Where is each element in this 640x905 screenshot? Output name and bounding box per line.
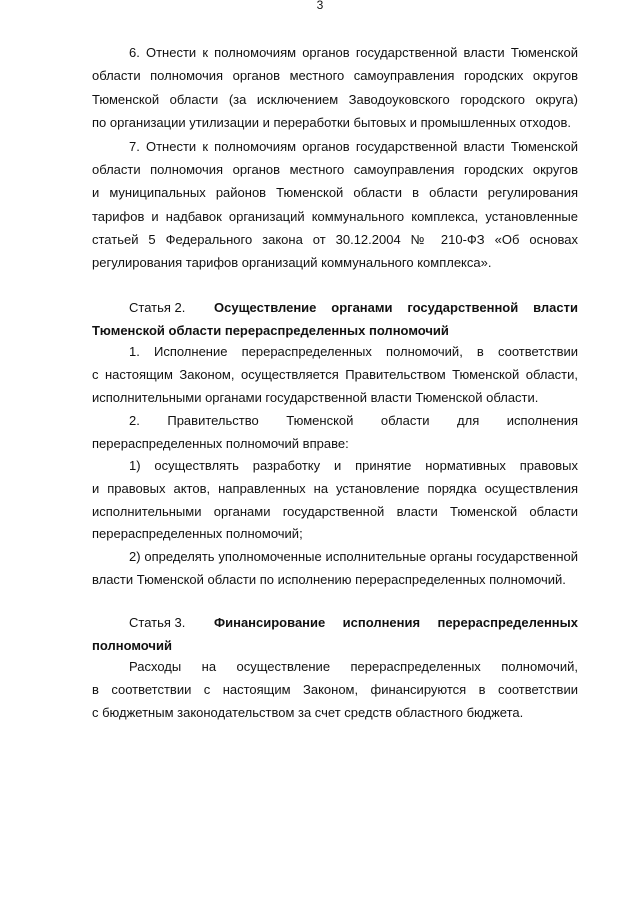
article-2-prefix: Статья 2.: [129, 300, 186, 315]
article-2-p1-line-1: 1. Исполнение перераспределенных полномочий, в соответствии: [129, 344, 578, 359]
article-3-p1-line-2: в соответствии с настоящим Законом, финансируются в соответствии: [92, 682, 578, 697]
article-2-title-line-1: Осуществление органами государственной власти: [214, 300, 578, 315]
item-7-line-6: регулирования тарифов организаций коммунального комплекса».: [92, 255, 492, 270]
item-7-line-2: области полномочия органов местного самоуправления городских округов: [92, 162, 578, 177]
item-6-line-2: области полномочия органов местного самоуправления городских округов: [92, 68, 578, 83]
article-2-sub1-line-4: перераспределенных полномочий;: [92, 526, 303, 541]
article-3-title-line-2: полномочий: [92, 638, 172, 653]
article-3-prefix: Статья 3.: [129, 615, 186, 630]
article-3-title-line-1: Финансирование исполнения перераспределенных: [214, 615, 578, 630]
item-6-line-1: 6. Отнести к полномочиям органов государственной власти Тюменской: [129, 45, 578, 60]
article-3-p1-line-3: с бюджетным законодательством за счет средств областного бюджета.: [92, 705, 524, 720]
article-2-p2-line-2: перераспределенных полномочий вправе:: [92, 436, 349, 451]
item-7-line-1: 7. Отнести к полномочиям органов государственной власти Тюменской: [129, 139, 578, 154]
article-2-p1-line-2: с настоящим Законом, осуществляется Правительством Тюменской области,: [92, 367, 578, 382]
item-7-line-4: тарифов и надбавок организаций коммунального комплекса, установленные: [92, 209, 578, 224]
article-2-title-line-2: Тюменской области перераспределенных полномочий: [92, 323, 449, 338]
item-6-line-3: Тюменской области (за исключением Заводоуковского городского округа): [92, 92, 578, 107]
article-2-sub1-line-2: и правовых актов, направленных на установление порядка осуществления: [92, 481, 578, 496]
article-2-sub2-line-1: 2) определять уполномоченные исполнительные органы государственной: [129, 549, 578, 564]
article-2-p1-line-3: исполнительными органами государственной власти Тюменской области.: [92, 390, 539, 405]
article-2-sub1-line-1: 1) осуществлять разработку и принятие нормативных правовых: [129, 458, 578, 473]
item-7-line-3: и муниципальных районов Тюменской области в области регулирования: [92, 185, 578, 200]
article-3-p1-line-1: Расходы на осуществление перераспределенных полномочий,: [129, 659, 578, 674]
item-6-line-4: по организации утилизации и переработки бытовых и промышленных отходов.: [92, 115, 571, 130]
item-7-line-5: статьей 5 Федерального закона от 30.12.2004 № 210-ФЗ «Об основах: [92, 232, 578, 247]
article-2-sub2-line-2: власти Тюменской области по исполнению перераспределенных полномочий.: [92, 572, 566, 587]
page-number: 3: [316, 0, 324, 12]
article-2-sub1-line-3: исполнительными органами государственной власти Тюменской области: [92, 504, 578, 519]
article-2-p2-line-1: 2. Правительство Тюменской области для исполнения: [129, 413, 578, 428]
